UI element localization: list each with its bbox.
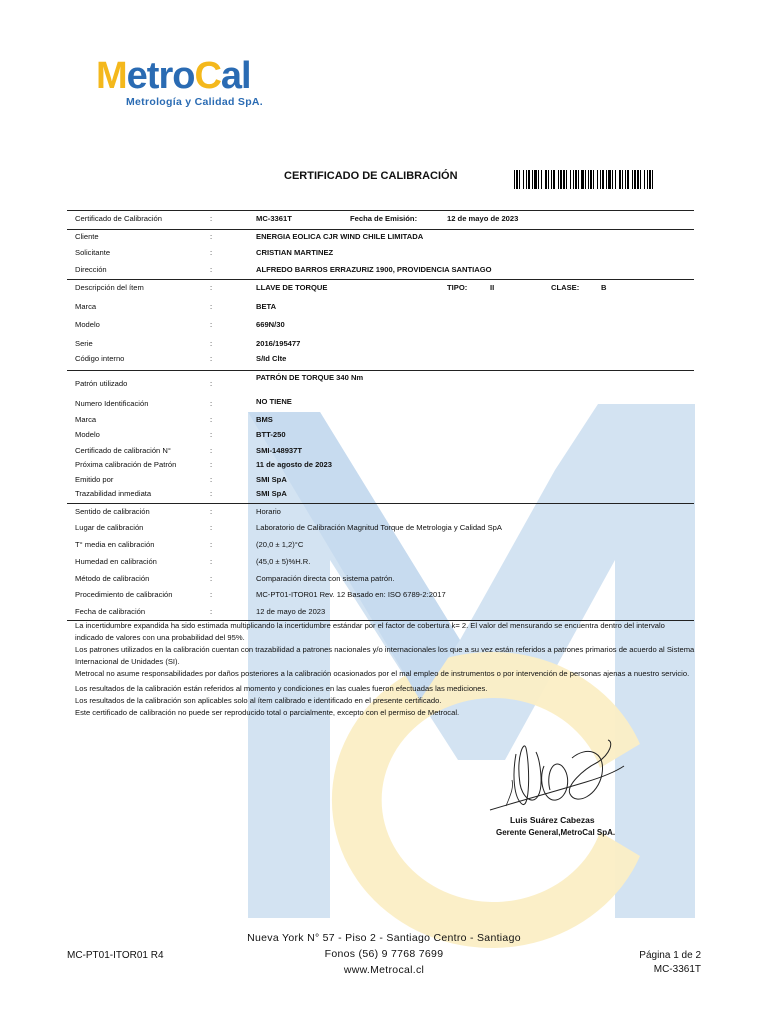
client-row — [75, 231, 695, 243]
signatory-name: Luis Suárez Cabezas — [510, 815, 595, 825]
field-label: Numero Identificación — [75, 399, 149, 408]
colon: : — [210, 607, 213, 616]
item-row — [75, 338, 695, 350]
pattern-row — [75, 459, 695, 471]
header-row — [75, 213, 695, 225]
field-label: Patrón utilizado — [75, 379, 128, 388]
field-label: Sentido de calibración — [75, 507, 150, 516]
field-label: Modelo — [75, 320, 100, 329]
emission-date-value: 12 de mayo de 2023 — [447, 214, 519, 223]
field-value: 11 de agosto de 2023 — [256, 460, 332, 469]
divider — [67, 503, 694, 504]
calibration-row — [75, 589, 695, 601]
field-label: Trazabilidad inmediata — [75, 489, 152, 498]
pattern-row — [75, 474, 695, 486]
field-value: SMI SpA — [256, 475, 287, 484]
tipo-value: II — [490, 283, 495, 292]
field-value: Comparación directa con sistema patrón. — [256, 574, 395, 583]
field-value: PATRÓN DE TORQUE 340 Nm — [256, 373, 364, 382]
divider — [67, 210, 694, 211]
colon: : — [210, 475, 213, 484]
colon: : — [210, 265, 213, 274]
certificate-reference: MC-3361T — [653, 964, 701, 975]
field-value: BMS — [256, 415, 273, 424]
clase-value: B — [601, 283, 607, 292]
calibration-row — [75, 539, 695, 551]
field-value: (20,0 ± 1,2)°C — [256, 540, 304, 549]
note-paragraph: Este certificado de calibración no puede ser reproducido total o parcialmente, excepto con el permiso de Metrocal. — [75, 708, 460, 717]
pattern-row — [75, 373, 695, 390]
footer-website[interactable]: www.Metrocal.cl — [343, 964, 425, 976]
item-row — [75, 353, 695, 365]
calibration-row — [75, 573, 695, 585]
field-value: 12 de mayo de 2023 — [256, 607, 326, 616]
colon: : — [210, 523, 213, 532]
field-value: 669N/30 — [256, 320, 285, 329]
field-value: SMI SpA — [256, 489, 287, 498]
field-label: Humedad en calibración — [75, 557, 157, 566]
pattern-row — [75, 414, 695, 426]
colon: : — [210, 540, 213, 549]
colon: : — [210, 489, 213, 498]
field-label: Modelo — [75, 430, 100, 439]
document-code: MC-PT01-ITOR01 R4 — [67, 950, 164, 961]
divider — [67, 229, 694, 230]
field-label: Serie — [75, 339, 93, 348]
colon: : — [210, 232, 213, 241]
footer-phone: Fonos (56) 9 7768 7699 — [324, 948, 444, 960]
colon: : — [210, 283, 213, 292]
colon: : — [210, 557, 213, 566]
field-value: SMI-148937T — [256, 446, 303, 455]
item-row — [75, 301, 695, 313]
field-value: 2016/195477 — [256, 339, 301, 348]
pattern-row — [75, 445, 695, 457]
divider — [67, 370, 694, 371]
colon: : — [210, 430, 213, 439]
logo-wordmark: MetroCal — [96, 55, 251, 97]
field-value: ENERGIA EOLICA CJR WIND CHILE LIMITADA — [256, 232, 424, 241]
colon: : — [210, 354, 213, 363]
logo-subtitle: Metrología y Calidad SpA. — [126, 96, 264, 108]
note-paragraph: Los patrones utilizados en la calibración cuentan con trazabilidad a patrones nacionales y/o internacionales los que a su vez están referidos a patrones primarios de acuerdo al Sistema Internacional de Unidades (SI). — [75, 645, 695, 666]
certificate-notes — [75, 620, 695, 719]
colon: : — [210, 379, 213, 388]
field-label: Certificado de calibración N° — [75, 446, 171, 455]
field-label: Descripción del ítem — [75, 283, 144, 292]
metrocal-logo — [96, 56, 286, 112]
field-label: Cliente — [75, 232, 99, 241]
certificate-title: CERTIFICADO DE CALIBRACIÓN — [284, 170, 458, 182]
colon: : — [210, 507, 213, 516]
colon: : — [210, 214, 213, 223]
field-label: Dirección — [75, 265, 107, 274]
field-label: Marca — [75, 302, 97, 311]
tipo-label: TIPO: — [447, 283, 468, 292]
field-label: Código interno — [75, 354, 125, 363]
divider — [67, 279, 694, 280]
field-value: BTT-250 — [256, 430, 286, 439]
emission-date-label: Fecha de Emisión: — [350, 214, 418, 223]
pattern-row — [75, 488, 695, 500]
field-label: Próxima calibración de Patrón — [75, 460, 177, 469]
note-paragraph: Los resultados de la calibración están referidos al momento y condiciones en las cuales fueron efectuadas las mediciones. — [75, 684, 488, 693]
colon: : — [210, 399, 213, 408]
field-label: Método de calibración — [75, 574, 150, 583]
field-label: Solicitante — [75, 248, 111, 257]
field-label: Fecha de calibración — [75, 607, 146, 616]
clase-label: CLASE: — [551, 283, 580, 292]
field-value: Laboratorio de Calibración Magnitud Torque de Metrologia y Calidad SpA — [256, 523, 502, 532]
footer-address: Nueva York N° 57 - Piso 2 - Santiago Centro - Santiago — [247, 932, 521, 944]
client-row — [75, 264, 695, 276]
field-value: MC-PT01-ITOR01 Rev. 12 Basado en: ISO 6789-2:2017 — [256, 590, 446, 599]
certificate-number-value: MC-3361T — [256, 214, 292, 223]
item-description-row — [75, 282, 695, 294]
field-value: (45,0 ± 5)%H.R. — [256, 557, 311, 566]
field-value: S/Id Clte — [256, 354, 287, 363]
field-label: T° media en calibración — [75, 540, 155, 549]
field-value: LLAVE DE TORQUE — [256, 283, 328, 292]
colon: : — [210, 446, 213, 455]
field-value: NO TIENE — [256, 397, 292, 406]
calibration-row — [75, 506, 695, 518]
calibration-row — [75, 522, 695, 534]
handwritten-signature — [486, 736, 626, 816]
field-value: CRISTIAN MARTINEZ — [256, 248, 334, 257]
colon: : — [210, 460, 213, 469]
pattern-row — [75, 398, 695, 410]
signatory-role: Gerente General,MetroCal SpA. — [496, 828, 616, 837]
colon: : — [210, 590, 213, 599]
item-row — [75, 319, 695, 331]
calibration-row — [75, 556, 695, 568]
field-value: ALFREDO BARROS ERRAZURIZ 1900, PROVIDENCIA SANTIAGO — [256, 265, 492, 274]
field-label: Procedimiento de calibración — [75, 590, 173, 599]
note-paragraph: Metrocal no asume responsabilidades por daños posteriores a la calibración ocasionados por el mal empleo de instrumentos o por intervención de personas ajenas a nuestro servicio. — [75, 669, 690, 678]
client-row — [75, 247, 695, 259]
field-label: Marca — [75, 415, 97, 424]
note-paragraph: La incertidumbre expandida ha sido estimada multiplicando la incertidumbre estándar por el factor de cobertura k= 2. El valor del mensurando se encuentra dentro del intervalo indicado de valores con una probabilidad del 95%. — [75, 621, 665, 642]
field-value: Horario — [256, 507, 281, 516]
colon: : — [210, 574, 213, 583]
calibration-row — [75, 606, 695, 618]
colon: : — [210, 248, 213, 257]
colon: : — [210, 320, 213, 329]
field-value: BETA — [256, 302, 277, 311]
certificate-number-label: Certificado de Calibración — [75, 214, 162, 223]
pattern-row — [75, 429, 695, 441]
field-label: Lugar de calibración — [75, 523, 144, 532]
note-paragraph: Los resultados de la calibración son aplicables solo al ítem calibrado e identificado en el presente certificado. — [75, 696, 442, 705]
colon: : — [210, 339, 213, 348]
page-number: Página 1 de 2 — [639, 950, 701, 961]
colon: : — [210, 302, 213, 311]
field-label: Emitido por — [75, 475, 114, 484]
colon: : — [210, 415, 213, 424]
barcode — [514, 170, 656, 189]
